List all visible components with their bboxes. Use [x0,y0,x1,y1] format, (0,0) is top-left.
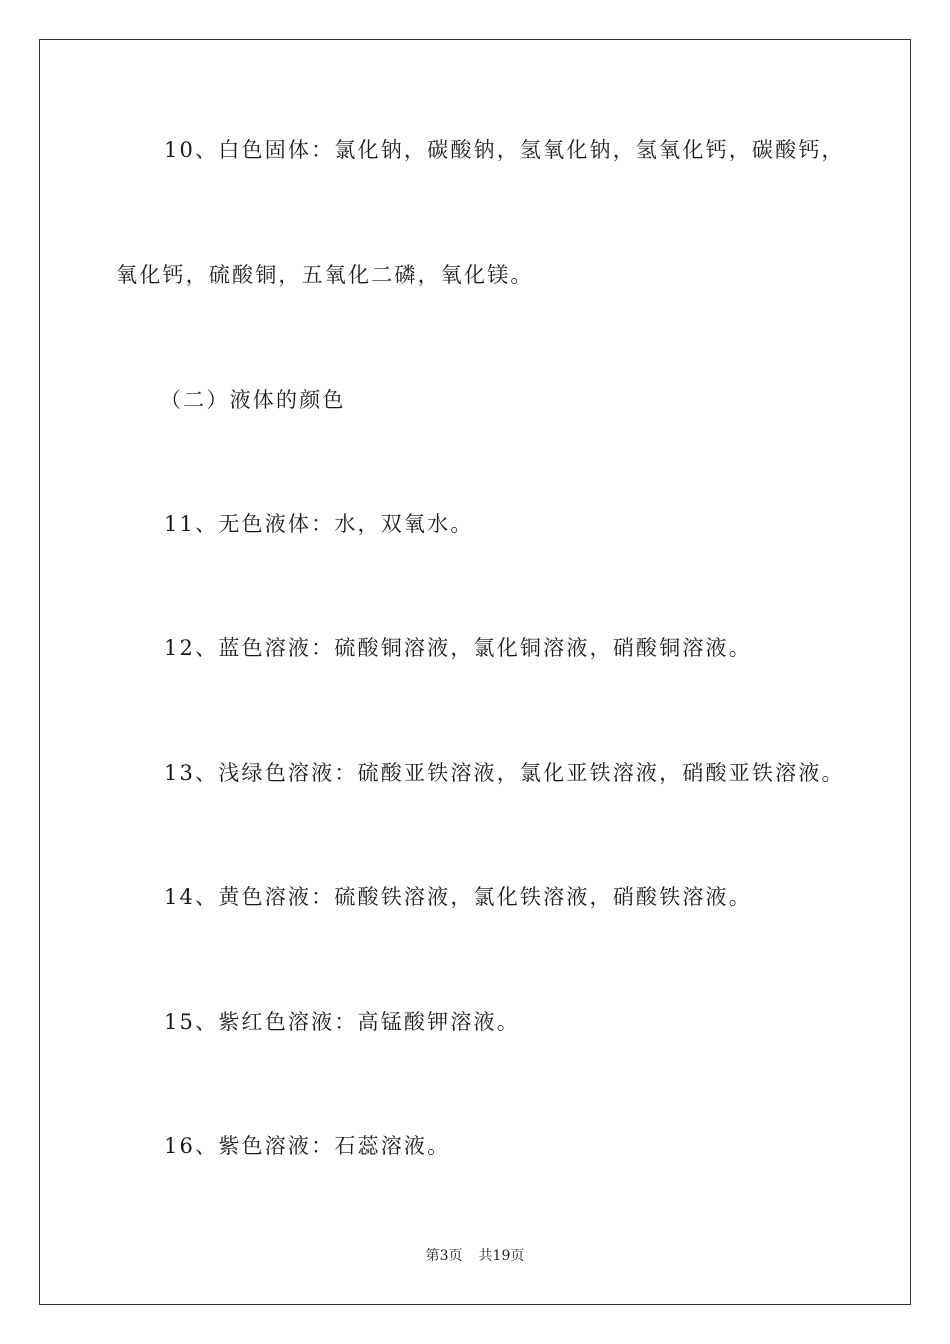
page-number: 第3页 [425,1248,463,1264]
paragraph-item-13: 13、浅绿色溶液：硫酸亚铁溶液，氯化亚铁溶液，硝酸亚铁溶液。 [164,761,845,785]
paragraph-item-12: 12、蓝色溶液：硫酸铜溶液，氯化铜溶液，硝酸铜溶液。 [164,636,752,660]
page-total: 共19页 [478,1248,525,1264]
paragraph-item-10: 10、白色固体：氯化钠，碳酸钠，氢氧化钠，氢氧化钙，碳酸钙， [164,138,845,162]
paragraph-item-15: 15、紫红色溶液：高锰酸钾溶液。 [164,1010,520,1034]
page-border [39,39,911,1305]
paragraph-item-16: 16、紫色溶液：石蕊溶液。 [164,1134,451,1158]
section-heading-liquid-colors: （二）液体的颜色 [160,388,346,412]
paragraph-item-10-continuation: 氧化钙，硫酸铜，五氧化二磷，氧化镁。 [116,263,534,287]
paragraph-item-11: 11、无色液体：水，双氧水。 [164,512,474,536]
paragraph-item-14: 14、黄色溶液：硫酸铁溶液，氯化铁溶液，硝酸铁溶液。 [164,885,752,909]
page-footer [0,1247,950,1265]
